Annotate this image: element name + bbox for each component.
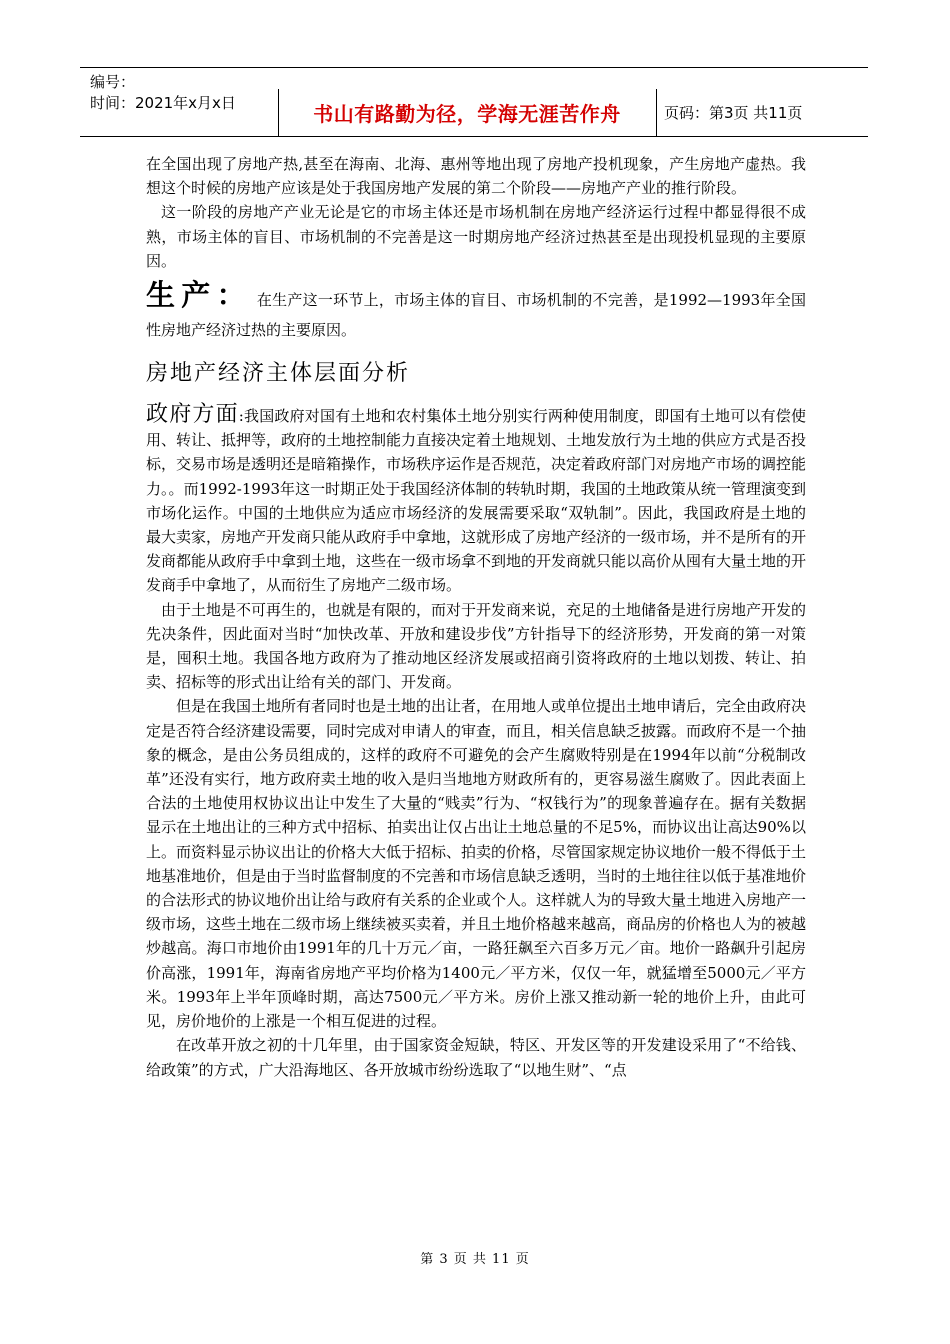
- government-text: :我国政府对国有土地和农村集体土地分别实行两种使用制度，即国有土地可以有偿使用、转让、抵押等，政府的土地控制能力直接决定着土地规划、土地发放行为土地的供应方式是否投标，交易市场是透明还是暗箱操作，市场秩序运作是否规范，决定着政府部门对房地产市场的调控能力。。而1992-1993年这一时期正处于我国经济体制的转轨时期，我国的土地政策从统一管理演变到市场化运作。中国的土地供应为适应市场经济的发展需要采取“双轨制”。因此，我国政府是土地的最大卖家，房地产开发商只能从政府手中拿地，这就形成了房地产经济的一级市场，并不是所有的开发商都能从政府手中拿到土地，这些在一级市场拿不到地的开发商就只能以高价从囤有大量土地的开发商手中拿地了，从而衍生了房地产二级市场。: [146, 407, 807, 595]
- header-date: 时间：2021年x月x日: [90, 94, 236, 112]
- header-document-number: 编号：: [90, 73, 136, 91]
- header-motto: 书山有路勤为径，学海无涯苦作舟: [313, 102, 621, 126]
- production-paragraph: [146, 278, 806, 345]
- paragraph-1: 在全国出现了房地产热,甚至在海南、北海、惠州等地出现了房地产投机现象，产生房地产虚热。我想这个时候的房地产应该是处于我国房地产发展的第二个阶段——房地产产业的推行阶段。: [146, 155, 806, 198]
- paragraph-reform-era: 在改革开放之初的十几年里，由于国家资金短缺，特区、开发区等的开发建设采用了“不给钱、给政策”的方式，广大沿海地区、各开放城市纷纷选取了“以地生财”、“点: [146, 1036, 806, 1079]
- production-heading: 生产：: [146, 278, 252, 313]
- government-heading: 政府方面: [146, 402, 239, 428]
- paragraph-land-reserve: 由于土地是不可再生的，也就是有限的，而对于开发商来说，充足的土地储备是进行房地产开发的先决条件，因此面对当时“加快改革、开放和建设步伐”方针指导下的经济形势，开发商的第一对策是，囤积土地。我国各地方政府为了推动地区经济发展或招商引资将政府的土地以划拨、转让、拍卖、招标等的形式出让给有关的部门、开发商。: [146, 600, 807, 692]
- section-title: 房地产经济主体层面分析: [146, 361, 411, 387]
- header-top-rule: [80, 67, 868, 68]
- header-bottom-rule: [80, 136, 868, 137]
- header-page-number: 页码：第3页 共11页: [664, 104, 803, 122]
- page-footer: 第 3 页 共 11 页: [420, 1252, 530, 1267]
- document-body: [146, 152, 806, 1082]
- production-text: 在生产这一环节上，市场主体的盲目、市场机制的不完善，是1992—1993年全国性房地产经济过热的主要原因。: [146, 291, 806, 340]
- paragraph-land-transfer: 但是在我国土地所有者同时也是土地的出让者，在用地人或单位提出土地申请后，完全由政府决定是否符合经济建设需要，同时完成对申请人的审查，而且，相关信息缺乏披露。而政府不是一个抽象的概念，是由公务员组成的，这样的政府不可避免的会产生腐败特别是在1994年以前“分税制改革”还没有实行，地方政府卖土地的收入是归当地地方财政所有的，更容易滋生腐败了。因此表面上合法的土地使用权协议出让中发生了大量的“贱卖”行为、“权钱行为”的现象普遍存在。据有关数据显示在土地出让的三种方式中招标、拍卖出让仅占出让土地总量的不足5%，而协议出让高达90%以上。而资料显示协议出让的价格大大低于招标、拍卖的价格，尽管国家规定协议地价一般不得低于土地基准地价，但是由于当时监督制度的不完善和市场信息缺乏透明，当时的土地往往以低于基准地价的合法形式的协议地价出让给与政府有关系的企业或个人。这样就人为的导致大量土地进入房地产一级市场，这些土地在二级市场上继续被买卖着，并且土地价格越来越高，商品房的价格也人为的被越炒越高。海口市地价由1991年的几十万元／亩，一路狂飙至六百多万元／亩。地价一路飙升引起房价高涨，1991年，海南省房地产平均价格为1400元／平方米，仅仅一年，就猛增至5000元／平方米。1993年上半年顶峰时期，高达7500元／平方米。房价上涨又推动新一轮的地价上升，由此可见，房价地价的上涨是一个相互促进的过程。: [146, 697, 807, 1031]
- page-header: [80, 67, 868, 137]
- header-divider-right: [656, 89, 657, 136]
- paragraph-2: 这一阶段的房地产产业无论是它的市场主体还是市场机制在房地产经济运行过程中都显得很不成熟，市场主体的盲目、市场机制的不完善是这一时期房地产经济过热甚至是出现投机显现的主要原因。: [146, 203, 806, 270]
- government-paragraph: [146, 403, 806, 598]
